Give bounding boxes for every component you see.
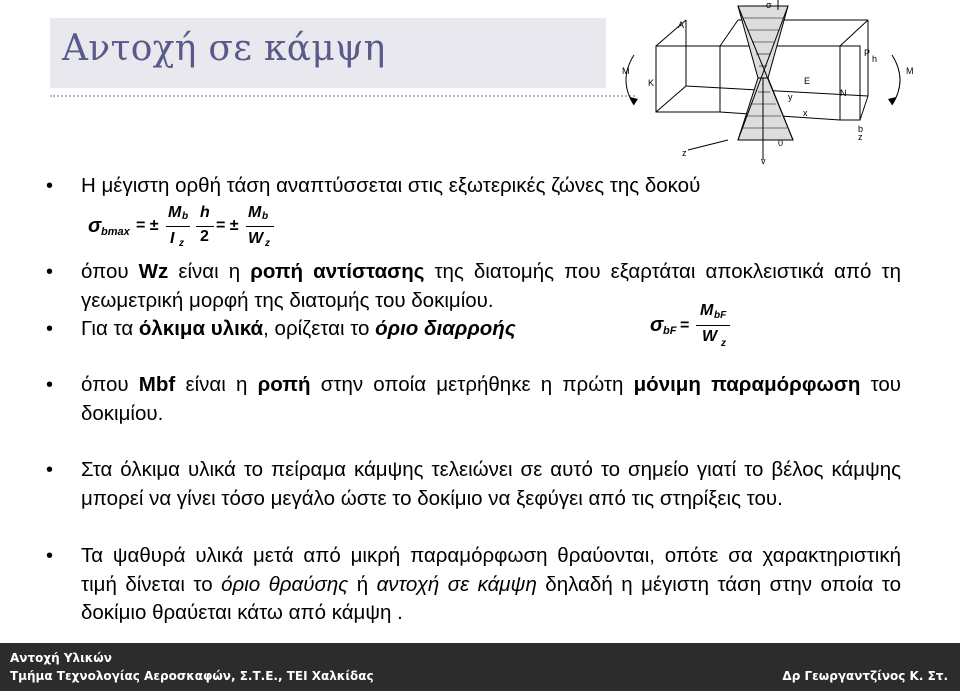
slide-footer: [0, 643, 960, 691]
label-v: v: [761, 156, 766, 166]
label-h: h: [872, 54, 878, 64]
formula-yield-stress: [650, 300, 740, 352]
bullet-dot: •: [46, 175, 54, 197]
formula2-den: W: [702, 328, 718, 345]
footer-author: Δρ Γεωργαντζίνος Κ. Στ.: [782, 669, 948, 683]
formula2-den-sub: z: [721, 338, 726, 349]
formula1-eq2: = ±: [216, 217, 239, 234]
formula1-num1-sub: b: [182, 211, 189, 222]
formula1-two: 2: [200, 228, 209, 245]
formula1-frac2-line: [196, 226, 214, 227]
formula1-frac1-line: [166, 226, 190, 227]
bullet-2-text: όπου Wz είναι η ροπή αντίστασης της διατομής που εξαρτάται αποκλειστικά από τη γεωμετρική μορφή της διατομής του δοκιμίου.: [81, 260, 902, 312]
formula2-frac-line: [696, 325, 730, 326]
formula1-sigma-sub: bmax: [101, 226, 130, 238]
formula2-num: M: [700, 302, 714, 319]
label-x: x: [803, 108, 808, 118]
label-n: N: [840, 88, 847, 98]
formula1-frac3-line: [246, 226, 274, 227]
label-b: b: [858, 124, 864, 134]
bullet-6-text: Τα ψαθυρά υλικά μετά από μικρή παραμόρφωση θραύονται, οπότε σα χαρακτηριστική τιμή δίνεται το όριο θραύσης ή αντοχή σε κάμψη δηλαδή η μέγιστη τάση στην οποία το δοκίμιο θραύεται κάτω από κάμψη .: [81, 544, 901, 624]
formula2-sigma-sub: bF: [663, 325, 677, 337]
formula1-num2: M: [248, 204, 262, 221]
formula1-sigma: σ: [88, 215, 102, 237]
formula1-den2-sub: z: [265, 238, 270, 249]
label-e: Ε: [804, 76, 811, 86]
slide-title: Αντοχή σε κάμψη: [62, 28, 386, 69]
bullet-dot: •: [46, 318, 54, 340]
title-divider: [50, 95, 635, 97]
formula1-num1: M: [168, 204, 182, 221]
label-z: z: [858, 132, 863, 142]
label-sigma: σ: [766, 0, 772, 10]
label-k: K: [648, 78, 655, 88]
label-y: y: [788, 92, 793, 102]
bullet-3-text: Για τα όλκιμα υλικά, ορίζεται το όριο διαρροής: [81, 317, 516, 340]
formula1-den1-sub: z: [179, 238, 184, 249]
bullet-4-text: όπου Mbf είναι η ροπή στην οποία μετρήθηκε η πρώτη μόνιμη παραμόρφωση του δοκιμίου.: [81, 373, 902, 425]
label-zero: 0: [778, 138, 784, 148]
beam-bending-diagram: [618, 0, 918, 166]
bullet-dot: •: [46, 545, 54, 567]
label-m-right: M: [906, 66, 914, 76]
formula2-num-sub: bF: [714, 310, 727, 321]
footer-course: Αντοχή Υλικών: [10, 651, 112, 665]
bullet-dot: •: [46, 261, 54, 283]
label-p: P: [864, 48, 871, 58]
label-a: A: [678, 20, 685, 30]
formula2-eq: =: [680, 317, 690, 334]
bullet-1-text: Η μέγιστη ορθή τάση αναπτύσσεται στις εξωτερικές ζώνες της δοκού: [81, 174, 701, 197]
formula-max-stress: [88, 204, 288, 252]
formula1-den1: I: [170, 230, 175, 247]
formula1-h: h: [200, 204, 210, 221]
formula2-sigma: σ: [650, 314, 664, 336]
bullet-dot: •: [46, 459, 54, 481]
bullet-dot: •: [46, 374, 54, 396]
label-m-left: M: [622, 66, 630, 76]
formula1-num2-sub: b: [262, 211, 269, 222]
formula1-den2: W: [248, 230, 264, 247]
label-z-axis: z: [682, 148, 687, 158]
formula1-eq1: = ±: [136, 217, 159, 234]
footer-department: Τμήμα Τεχνολογίας Αεροσκαφών, Σ.Τ.Ε., ΤΕΙ Χαλκίδας: [10, 669, 374, 683]
bullet-5-text: Στα όλκιμα υλικά το πείραμα κάμψης τελειώνει σε αυτό το σημείο γιατί το βέλος κάμψης μπορεί να γίνει τόσο μεγάλο ώστε το δοκίμιο να ξεφύγει από τις στηρίξεις του.: [81, 458, 901, 510]
